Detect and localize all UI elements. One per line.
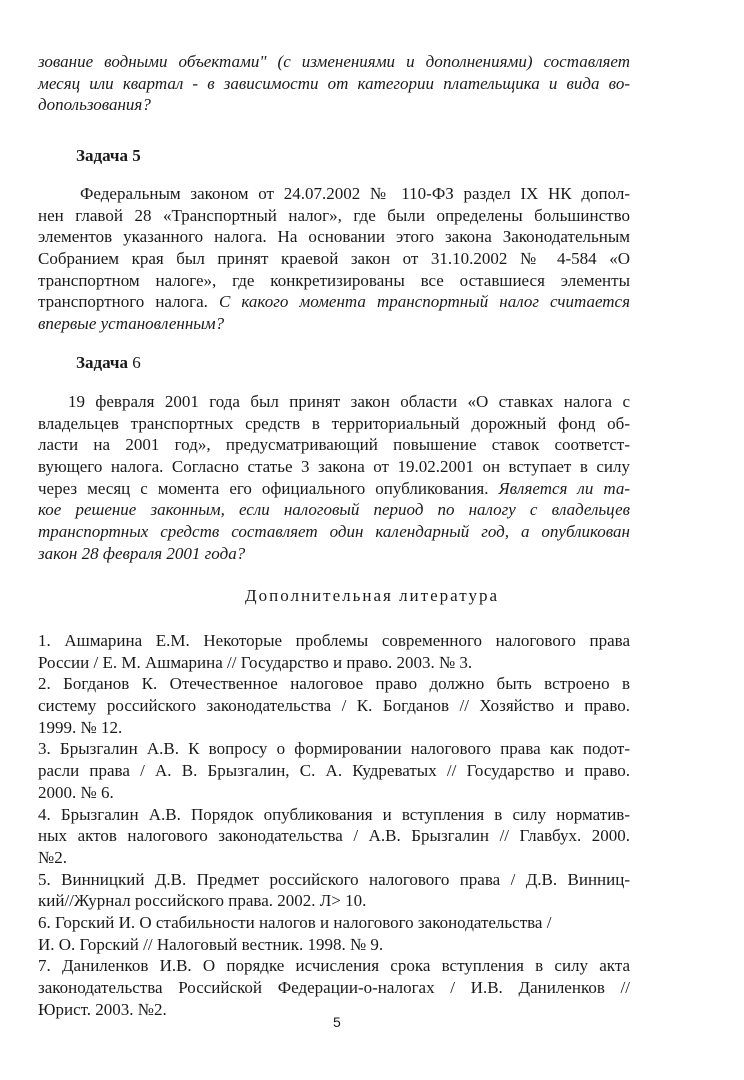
text-line	[38, 434, 630, 456]
text-line	[38, 977, 630, 999]
text-line	[38, 782, 630, 804]
italic-text: зование водными объектами" (с изменениями и дополнениями) составляет	[38, 52, 630, 71]
text-line	[38, 478, 630, 500]
text: кий//Журнал российского права. 2002. Л> 10.	[38, 891, 367, 911]
text: ласти на 2001 год», предусматривающий повышение ставок соответст-	[38, 435, 630, 455]
task-6-heading-number: 6	[132, 353, 141, 372]
text: нен главой 28 «Транспортный налог», где были определены большинство	[38, 205, 630, 225]
italic-text: закон 28 февраля 2001 года?	[38, 543, 246, 563]
literature-list	[38, 630, 630, 1020]
text: ных актов налогового законодательства / А.В. Брызгалин // Главбух. 2000.	[38, 826, 630, 846]
text-line	[38, 248, 630, 270]
text-line	[38, 869, 630, 891]
text: России / Е. М. Ашмарина // Государство и право. 2003. № 3.	[38, 652, 473, 672]
text: транспортного налога.	[38, 292, 219, 312]
task-5-paragraph	[38, 183, 630, 335]
task-5-heading-text: Задача 5	[76, 146, 141, 165]
text: №2.	[38, 847, 67, 867]
text: 19 февраля 2001 года был принят закон области «О ставках налога с	[68, 392, 630, 411]
text-line	[38, 205, 630, 227]
text-line	[38, 51, 630, 73]
text: владельцев транспортных средств в территориальный дорожный фонд об-	[38, 413, 630, 433]
italic-text: транспортных средств составляет один календарный год, а опубликован	[38, 522, 630, 542]
italic-text: впервые установленным?	[38, 314, 225, 334]
italic-text: месяц или квартал - в зависимости от категории плательщика и вида во-	[38, 73, 630, 93]
task-6-paragraph	[38, 391, 630, 565]
italic-text: С какого момента транспортный налог считается	[218, 292, 630, 312]
text-line	[38, 804, 630, 826]
text-line	[38, 413, 630, 435]
task-5-heading	[76, 146, 141, 166]
text-line	[38, 652, 630, 674]
text: 2000. № 6.	[38, 782, 114, 802]
text: расли права / А. В. Брызгалин, С. А. Кудреватых // Государство и право.	[38, 761, 630, 781]
text: 1999. № 12.	[38, 717, 123, 737]
text-line	[38, 630, 630, 652]
italic-text: допользования?	[38, 95, 151, 115]
text-line	[38, 955, 630, 977]
text: вующего налога. Согласно статье 3 закона от 19.02.2001 он вступает в силу	[38, 457, 630, 477]
text-line	[38, 521, 630, 543]
intro-paragraph	[38, 51, 630, 116]
literature-heading: Дополнительная литература	[245, 586, 499, 605]
text: 1. Ашмарина Е.М. Некоторые проблемы современного налогового права	[38, 631, 630, 650]
text-line	[38, 226, 630, 248]
text: законодательства Российской Федерации-о-налогах / И.В. Даниленков //	[38, 978, 630, 997]
text: элементов указанного налога. На основании этого закона Законодательным	[38, 227, 630, 247]
text-line	[38, 313, 630, 335]
text-line	[38, 738, 630, 760]
text-line	[38, 183, 630, 205]
italic-text: кое решение законным, если налоговый период по налогу с владельцев	[38, 500, 630, 520]
text-line	[38, 94, 630, 116]
text-line	[38, 499, 630, 521]
page-number: 5	[333, 1014, 341, 1030]
text-line	[38, 270, 630, 292]
text: 7. Даниленков И.В. О порядке исчисления срока вступления в силу акта	[38, 956, 630, 976]
text-line	[38, 391, 630, 413]
italic-text: Является ли та-	[498, 478, 630, 498]
text-line	[38, 912, 630, 934]
text: 3. Брызгалин А.В. К вопросу о формировании налогового права как подот-	[38, 739, 630, 759]
text: 6. Горский И. О стабильности налогов и налогового законодательства /	[38, 912, 552, 932]
text-line	[38, 73, 630, 95]
text-line	[38, 291, 630, 313]
text: И. О. Горский // Налоговый вестник. 1998. № 9.	[38, 934, 384, 954]
text: транспортном налоге», где конкретизированы все оставшиеся элементы	[38, 270, 630, 290]
text-line	[38, 890, 630, 912]
text: через месяц с момента его официального опубликования.	[38, 478, 499, 498]
text: 2. Богданов К. Отечественное налоговое право должно быть встроено в	[38, 674, 630, 694]
text-line	[38, 825, 630, 847]
text: систему российского законодательства / К. Богданов // Хозяйство и право.	[38, 696, 630, 716]
text-line	[38, 847, 630, 869]
text: Юрист. 2003. №2.	[38, 999, 167, 1019]
text-line	[38, 673, 630, 695]
text: 5. Винницкий Д.В. Предмет российского налогового права / Д.В. Винниц-	[38, 869, 630, 889]
text-line	[38, 543, 630, 565]
text-line	[38, 717, 630, 739]
text-line	[38, 456, 630, 478]
text: 4. Брызгалин А.В. Порядок опубликования и вступления в силу норматив-	[38, 804, 630, 824]
task-6-heading-word: Задача	[76, 353, 128, 372]
text-line	[38, 760, 630, 782]
text-line	[38, 934, 630, 956]
text: Федеральным законом от 24.07.2002 № 110-ФЗ раздел IX НК допол-	[80, 184, 630, 203]
text: Собранием края был принят краевой закон от 31.10.2002 № 4-584 «О	[38, 249, 630, 269]
task-6-heading	[76, 353, 141, 373]
text-line	[38, 695, 630, 717]
